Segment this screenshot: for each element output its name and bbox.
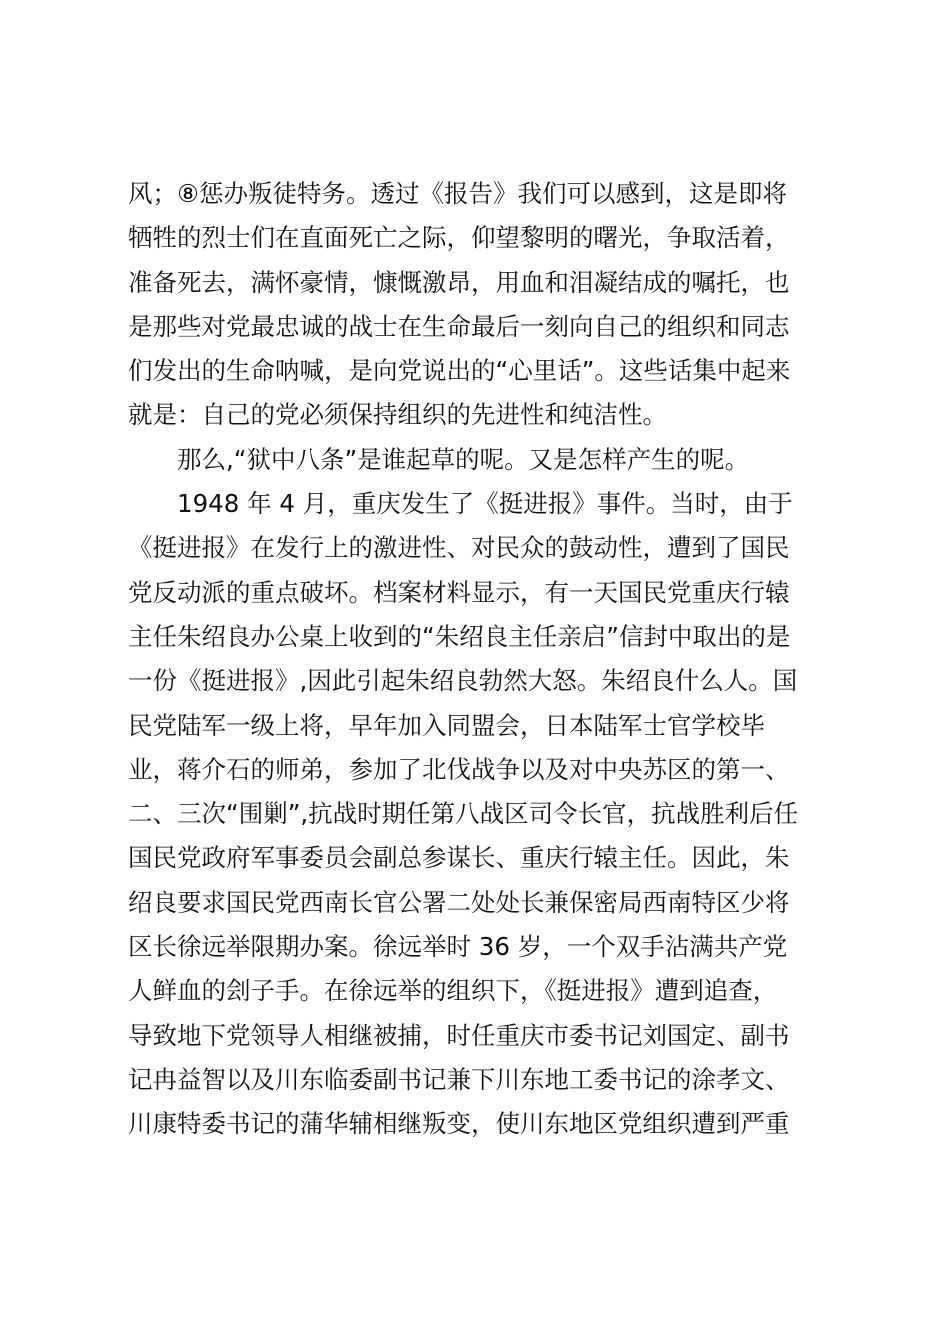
text-line: 准备死去，满怀豪情，慷慨激昂，用血和泪凝结成的嘱托，也 [128,267,790,297]
text-line: 就是：自己的党必须保持组织的先进性和纯洁性。 [128,400,667,430]
body-text [128,172,828,1147]
text-line: 业，蒋介石的师弟，参加了北伐战争以及对中央苏区的第一、 [128,754,790,784]
text-line: 主任朱绍良办公桌上收到的“朱绍良主任亲启”信封中取出的是 [128,621,791,651]
text-line: 《挺进报》在发行上的激进性、对民众的鼓动性，遭到了国民 [128,533,790,563]
paragraph-start-line: 那么,“狱中八条”是谁起草的呢。又是怎样产生的呢。 [128,444,750,474]
text-line: 记冉益智以及川东临委副书记兼下川东地工委书记的涂孝文、 [128,1064,790,1094]
text-line: 区长徐远举限期办案。徐远举时 36 岁，一个双手沾满共产党 [128,932,788,962]
text-line: 党反动派的重点破坏。档案材料显示，有一天国民党重庆行辕 [128,577,790,607]
text-line: 国民党政府军事委员会副总参谋长、重庆行辕主任。因此，朱 [128,843,790,873]
text-line: 民党陆军一级上将，早年加入同盟会，日本陆军士官学校毕 [128,710,765,740]
text-line: 是那些对党最忠诚的战士在生命最后一刻向自己的组织和同志 [128,311,790,341]
text-line: 导致地下党领导人相继被捕，时任重庆市委书记刘国定、副书 [128,1020,790,1050]
text-line: 风；⑧惩办叛徒特务。透过《报告》我们可以感到，这是即将 [128,179,787,208]
text-line: 二、三次“围剿”,抗战时期任第八战区司令长官，抗战胜利后任 [128,799,799,829]
paragraph-start-line: 1948 年 4 月，重庆发生了《挺进报》事件。当时，由于 [128,489,793,519]
text-line: 川康特委书记的蒲华辅相继叛变，使川东地区党组织遭到严重 [128,1109,790,1139]
text-line: 一份《挺进报》,因此引起朱绍良勃然大怒。朱绍良什么人。国 [128,666,798,696]
text-line: 绍良要求国民党西南长官公署二处处长兼保密局西南特区少将 [128,887,790,917]
text-line: 人鲜血的刽子手。在徐远举的组织下，《挺进报》遭到追查， [128,976,778,1006]
text-line: 们发出的生命呐喊，是向党说出的“心里话”。这些话集中起来 [128,356,791,386]
text-line: 牺牲的烈士们在直面死亡之际，仰望黎明的曙光，争取活着， [128,223,790,253]
